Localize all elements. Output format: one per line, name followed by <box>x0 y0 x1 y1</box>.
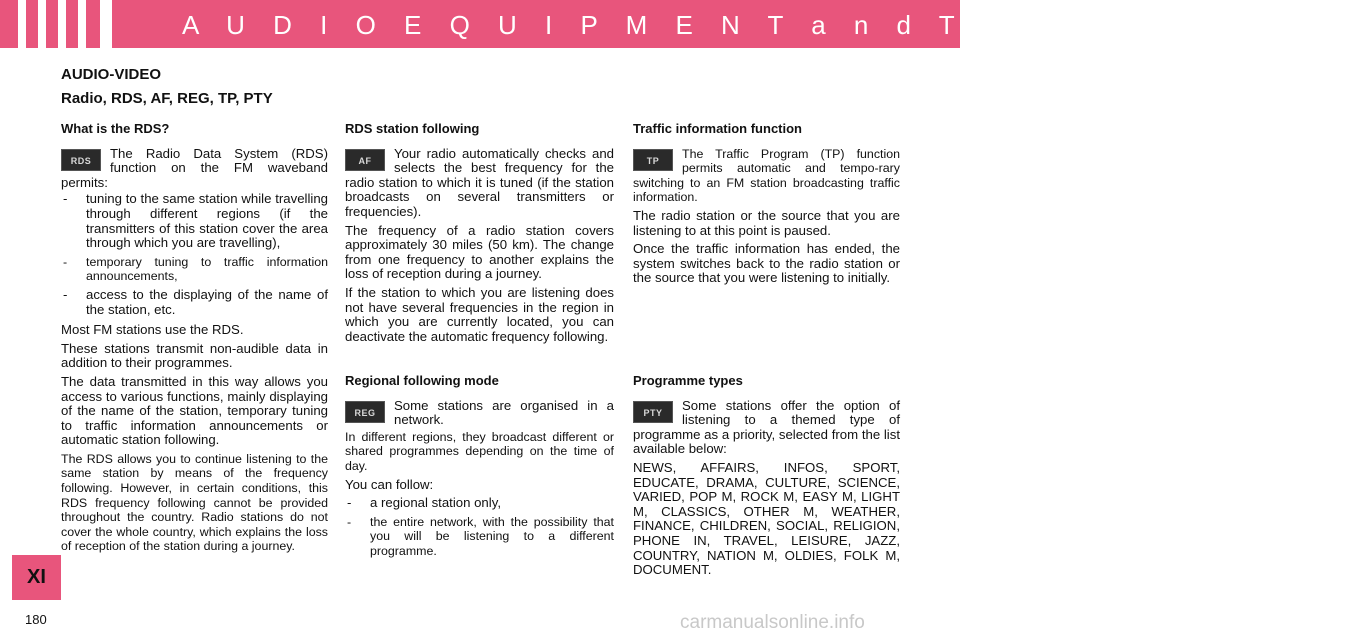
reg-button-icon: REG <box>345 401 385 423</box>
watermark: carmanualsonline.info <box>680 612 865 633</box>
paragraph: The frequency of a radio station covers approximately 30 miles (50 km). The change from one frequency to another explains the loss of reception during a journey. <box>345 222 614 282</box>
paragraph: If the station to which you are listening does not have several frequencies in the region in which you are currently located, you can deactivate the automatic frequency following. <box>345 284 614 344</box>
section-title: AUDIO-VIDEO <box>61 66 162 83</box>
paragraph: You can follow: <box>345 476 434 492</box>
column-pty <box>633 374 900 582</box>
af-intro-text: Your radio automatically checks and selects the best frequency for the radio station to which it is tuned (if the station broadcasts on several transmitters or frequencies). <box>345 145 614 219</box>
page-number: 180 <box>25 612 47 627</box>
list-item: - access to the displaying of the name of the station, etc. <box>61 288 328 317</box>
af-intro <box>345 147 614 220</box>
paragraph: The data transmitted in this way allows you access to various functions, mainly displaying of the name of the station, temporary tuning to traffic information announcements or automatic station following. <box>61 373 328 448</box>
pty-intro <box>633 399 900 457</box>
list-item: - the entire network, with the possibility that you will be listening to a different programme. <box>345 515 614 559</box>
rds-button-icon: RDS <box>61 149 101 171</box>
list-item: - temporary tuning to traffic information announcements, <box>61 255 328 284</box>
programme-type-list: NEWS, AFFAIRS, INFOS, SPORT, EDUCATE, DRAMA, CULTURE, SCIENCE, VARIED, POP M, ROCK M, EASY M, LIGHT M, CLASSICS, OTHER M, WEATHER, FINANCE, CHILDREN, SOCIAL, RELIGION, PHONE IN, TRAVEL, LEISURE, JAZZ, COUNTRY, NATION M, OLDIES, FOLK M, DOCUMENT. <box>633 459 900 578</box>
heading-what-is-rds: What is the RDS? <box>61 121 170 136</box>
left-margin-band <box>0 48 12 640</box>
paragraph: The radio station or the source that you are listening to at this point is paused. <box>633 207 900 238</box>
page-header-title: A U D I O E Q U I P M E N T a n d T E L E M A T I C S <box>182 10 1361 40</box>
list-item: - a regional station only, <box>345 496 614 511</box>
header-stripe <box>100 0 112 48</box>
paragraph: In different regions, they broadcast different or shared programmes depending on the time of day. <box>345 429 614 473</box>
column-rds <box>61 122 328 558</box>
reg-intro-text: Some stations are organised in a network. <box>394 397 614 428</box>
header-stripe <box>58 0 66 48</box>
rds-intro-text: The Radio Data System (RDS) function on the FM waveband permits: <box>61 145 328 190</box>
paragraph: The RDS allows you to continue listening to the same station by means of the frequency following. However, in certain conditions, this RDS frequency following cannot be provided throughout the country. Radio stations do not cover the whole country, which explains the loss of reception of the station during a journey. <box>61 451 328 554</box>
heading-rds-station-following: RDS station following <box>345 121 480 136</box>
header-stripe <box>18 0 26 48</box>
column-reg <box>345 374 614 565</box>
tp-intro <box>633 147 900 205</box>
heading-programme-types: Programme types <box>633 373 743 388</box>
header-band <box>0 0 1361 48</box>
rds-intro <box>61 147 328 191</box>
chapter-tab: XI <box>12 555 61 600</box>
header-stripe <box>78 0 86 48</box>
section-subtitle: Radio, RDS, AF, REG, TP, PTY <box>61 90 273 107</box>
column-af <box>345 122 614 348</box>
tp-button-icon: TP <box>633 149 673 171</box>
paragraph: Most FM stations use the RDS. <box>61 322 244 338</box>
reg-intro <box>345 399 614 428</box>
tp-intro-text: The Traffic Program (TP) function permits automatic and tempo-rary switching to an FM station broadcasting traffic information. <box>633 146 900 205</box>
paragraph: Once the traffic information has ended, the system switches back to the radio station or the source that you were listening to initially. <box>633 241 900 286</box>
column-tp <box>633 122 900 290</box>
header-stripe <box>38 0 46 48</box>
pty-intro-text: Some stations offer the option of listening to a themed type of programme as a priority, selected from the list available below: <box>633 397 900 457</box>
heading-traffic-information: Traffic information function <box>633 121 802 136</box>
rds-bullet-list <box>61 192 328 317</box>
reg-bullet-list <box>345 496 614 558</box>
af-button-icon: AF <box>345 149 385 171</box>
paragraph: These stations transmit non-audible data in addition to their programmes. <box>61 340 328 371</box>
heading-regional-following: Regional following mode <box>345 373 499 388</box>
list-item: - tuning to the same station while travelling through different regions (if the transmitters of this station cover the area through which you are travelling), <box>61 192 328 250</box>
pty-button-icon: PTY <box>633 401 673 423</box>
